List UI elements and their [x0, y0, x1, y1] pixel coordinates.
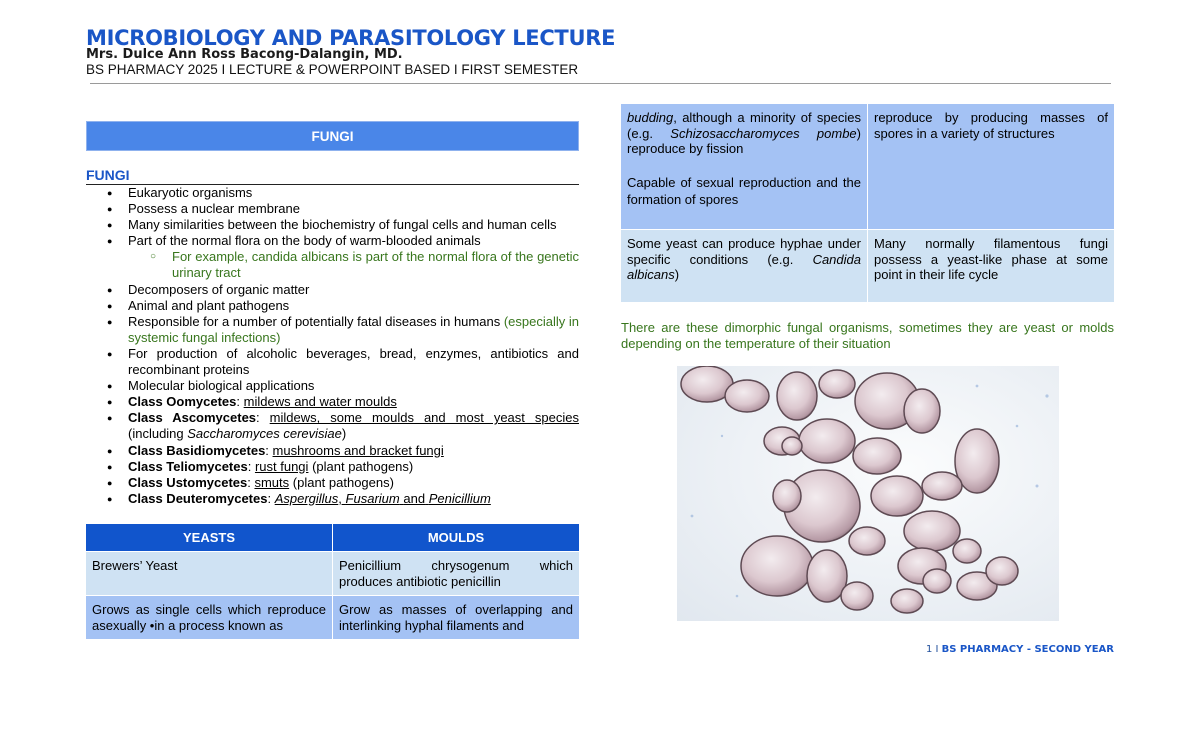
class-name: Class Ustomycetes	[128, 474, 248, 490]
class-desc: smuts	[254, 474, 290, 490]
separator: ,	[338, 490, 342, 506]
cell-text: Some yeast can produce hyphae under specific conditions (e.g.	[627, 236, 861, 267]
course-subtitle: BS PHARMACY 2025 I LECTURE & POWERPOINT BASED I FIRST SEMESTER	[86, 62, 579, 77]
yeast-micrograph-image	[677, 366, 1059, 621]
section-banner-label: FUNGI	[311, 128, 354, 144]
column-header: MOULDS	[333, 524, 580, 552]
class-item-teliomycetes: ● Class Teliomycetes: rust fungi (plant pathogens)	[86, 459, 579, 475]
genus-name: Aspergillus	[274, 490, 339, 506]
list-item: ● Part of the normal flora on the body of warm-blooded animals	[86, 233, 579, 249]
sub-list-item: ○ For example, candida albicans is part of the normal flora of the genetic urinary tract	[86, 249, 579, 281]
document-title: MICROBIOLOGY AND PARASITOLOGY LECTURE	[86, 26, 616, 50]
class-incl-close: )	[341, 426, 347, 442]
table-cell	[621, 230, 868, 303]
table-row	[86, 596, 580, 640]
table-cell: reproduce by producing masses of spores in a variety of structures	[868, 104, 1115, 230]
page-footer	[926, 644, 1114, 655]
author-line: Mrs. Dulce Ann Ross Bacong-Dalangin, MD.	[86, 47, 403, 62]
list-item: ● Decomposers of organic matter	[86, 282, 579, 298]
list-item: ● Molecular biological applications	[86, 378, 579, 394]
cell-paragraph	[627, 110, 861, 157]
section-banner	[86, 121, 579, 151]
header-divider	[90, 83, 1111, 84]
list-item: ● Many similarities between the biochemistry of fungal cells and human cells	[86, 217, 579, 233]
class-item-ascomycetes: ● Class Ascomycetes: mildews, some moulds and most yeast species (including Saccharomyces cerevisiae)	[86, 410, 579, 442]
cell-paragraph: Capable of sexual reproduction and the formation of spores	[627, 174, 861, 207]
list-item: ● For production of alcoholic beverages, bread, enzymes, antibiotics and recombinant proteins	[86, 346, 579, 378]
list-item	[86, 314, 579, 346]
class-name: Class Teliomycetes	[128, 458, 248, 474]
table-cell: Grows as single cells which reproduce asexually •in a process known as	[86, 596, 333, 640]
yeasts-moulds-table	[85, 523, 580, 640]
item-text: Responsible for a number of potentially fatal diseases in humans	[128, 313, 501, 329]
item-note: (especially in systemic fungal infections)	[128, 313, 579, 345]
table-cell: Grow as masses of overlapping and interlinking hyphal filaments and	[333, 596, 580, 640]
cell-text: , although a minority of species (e.g.	[627, 110, 861, 141]
table-row	[621, 104, 1115, 230]
yeast-cells-illustration	[677, 366, 1059, 621]
class-desc: rust fungi	[254, 458, 309, 474]
list-item: ● Animal and plant pathogens	[86, 298, 579, 314]
yeasts-moulds-table-continued	[620, 103, 1115, 303]
species-name: Saccharomyces cerevisiae	[187, 426, 342, 442]
genus-name: Fusarium	[345, 490, 400, 506]
class-name: Class Deuteromycetes	[128, 490, 268, 506]
class-desc	[275, 491, 491, 506]
class-desc: mushrooms and bracket fungi	[272, 442, 444, 458]
class-item-deuteromycetes: ● Class Deuteromycetes: Aspergillus, Fusarium and Penicillium	[86, 491, 579, 507]
species-name: Schizosaccharomyces pombe	[670, 125, 857, 141]
list-item: ● Eukaryotic organisms	[86, 185, 579, 201]
class-item-ustomycetes: ● Class Ustomycetes: smuts (plant pathogens)	[86, 475, 579, 491]
cell-text: ) reproduce by fission	[627, 125, 861, 156]
class-note: (plant pathogens)	[292, 474, 394, 490]
class-name: Class Oomycetes	[128, 394, 237, 410]
conjunction: and	[403, 490, 426, 506]
class-incl-open: (including	[128, 426, 188, 442]
table-row	[86, 552, 580, 596]
dimorphic-note: There are these dimorphic fungal organisms, sometimes they are yeast or molds depending on the temperature of their situation	[621, 320, 1114, 351]
table-cell	[621, 104, 868, 230]
class-name: Class Basidiomycetes	[128, 442, 266, 458]
table-cell: Many normally filamentous fungi possess a yeast-like phase at some point in their life cycle	[868, 230, 1115, 303]
list-item: ● Possess a nuclear membrane	[86, 201, 579, 217]
table-cell: Penicillium chrysogenum which produces antibiotic penicillin	[333, 552, 580, 596]
page-number: 1 I	[925, 644, 939, 655]
class-note: (plant pathogens)	[312, 458, 414, 474]
footer-label: BS PHARMACY - SECOND YEAR	[941, 644, 1114, 655]
column-header: YEASTS	[86, 524, 333, 552]
table-cell: Brewers’ Yeast	[86, 552, 333, 596]
table-header-row	[86, 524, 580, 552]
section-heading: FUNGI	[86, 167, 579, 185]
genus-name: Penicillium	[428, 490, 491, 506]
cell-text: )	[674, 267, 680, 282]
table-row	[621, 230, 1115, 303]
class-item-basidiomycetes: ● Class Basidiomycetes: mushrooms and bracket fungi	[86, 443, 579, 459]
term: budding	[627, 110, 674, 125]
class-name: Class Ascomycetes	[128, 410, 257, 426]
class-desc: mildews, some moulds and most yeast species	[269, 410, 579, 426]
species-name: Candida albicans	[627, 251, 861, 282]
class-item-oomycetes: ● Class Oomycetes: mildews and water moulds	[86, 394, 579, 410]
fungi-bullet-list	[86, 185, 579, 507]
class-desc: mildews and water moulds	[243, 394, 397, 410]
